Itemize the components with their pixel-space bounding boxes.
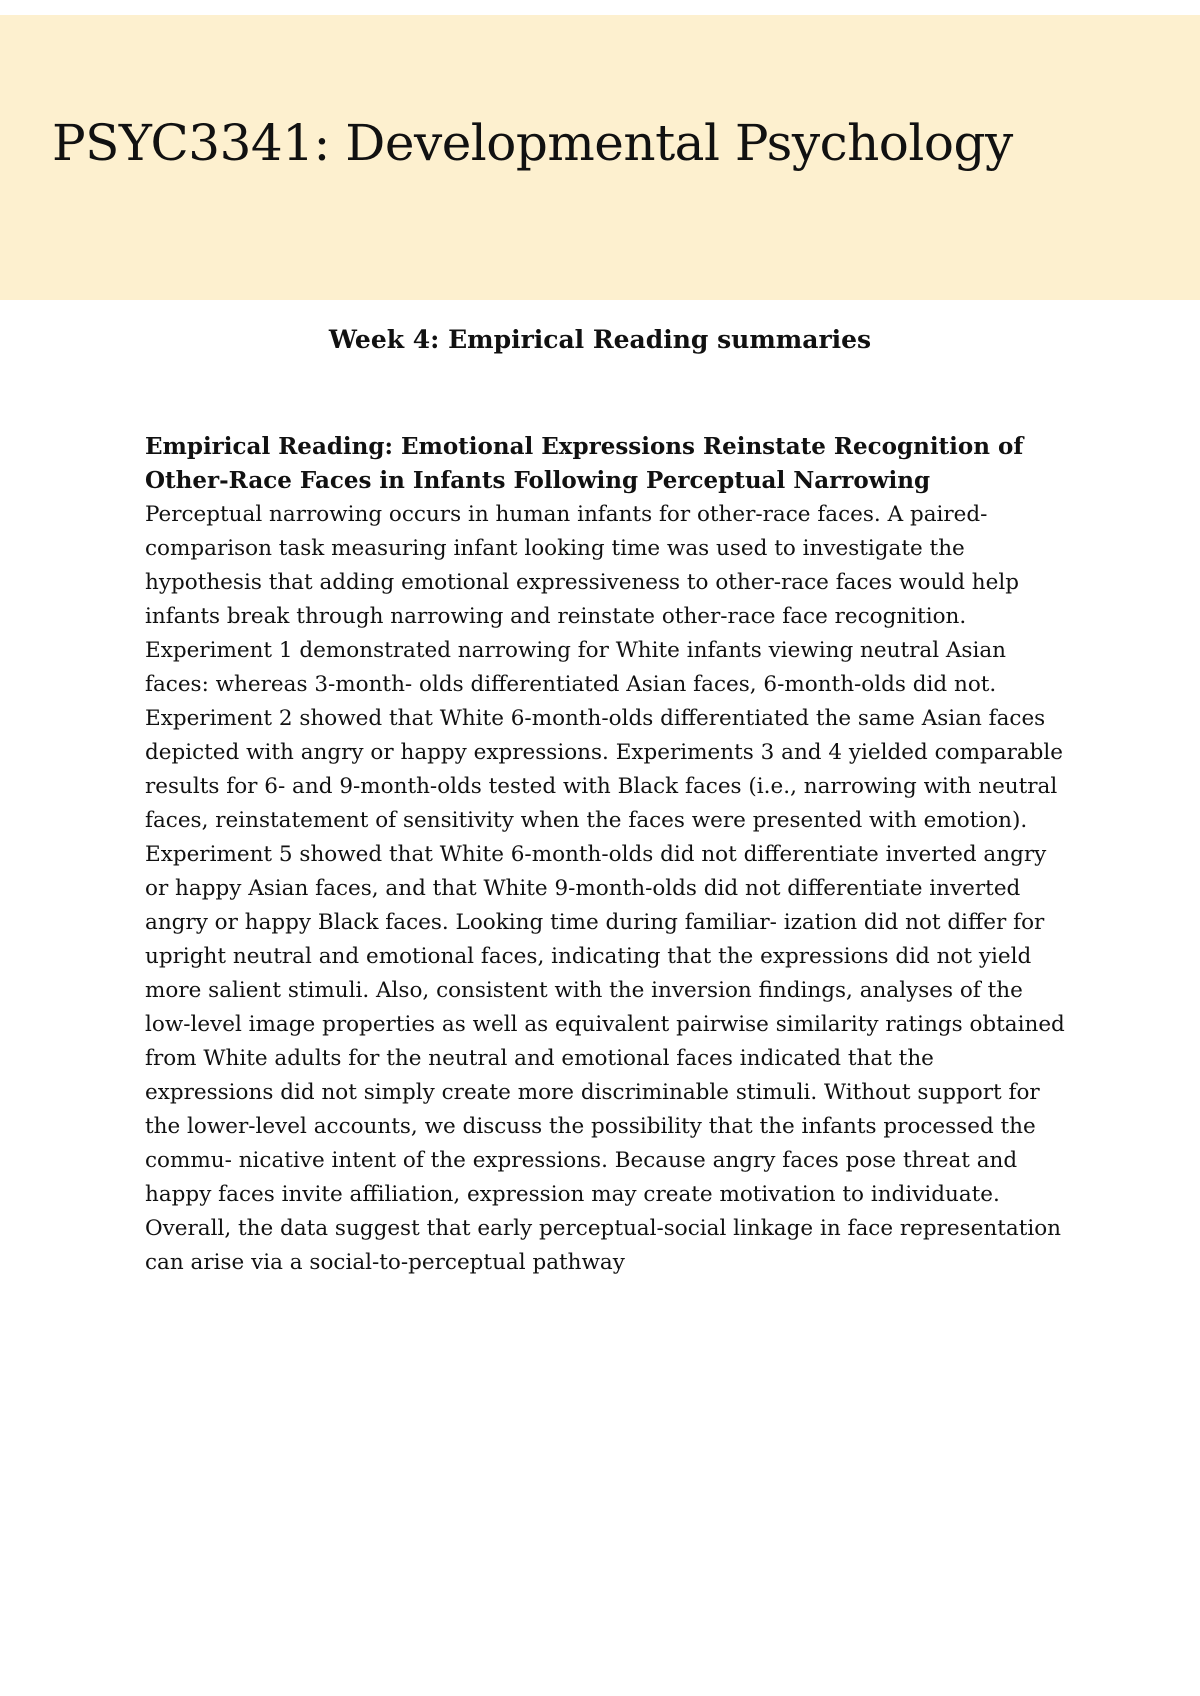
section-subtitle: Week 4: Empirical Reading summaries: [328, 325, 872, 354]
page-title: PSYC3341: Developmental Psychology: [52, 114, 1013, 172]
reading-summary: Perceptual narrowing occurs in human infants for other-race faces. A paired-comparison task measuring infant looking time was used to investigate the hypothesis that adding emotional expressiveness to other-race faces would help infants break through narrowing and reinstate other-race face recognition. Experiment 1 demonstrated narrowing for White infants viewing neutral Asian faces: whereas 3-month- olds differentiated Asian faces, 6-month-olds did not. Experiment 2 showed that White 6-month-olds differentiated the same Asian faces depicted with angry or happy expressions. Experiments 3 and 4 yielded comparable results for 6- and 9-month-olds tested with Black faces (i.e., narrowing with neutral faces, reinstatement of sensitivity when the faces were presented with emotion). Experiment 5 showed that White 6-month-olds did not differentiate inverted angry or happy Asian faces, and that White 9-month-olds did not differentiate inverted angry or happy Black faces. Looking time during familiar- ization did not differ for upright neutral and emotional faces, indicating that the expressions did not yield more salient stimuli. Also, consistent with the inversion findings, analyses of the low-level image properties as well as equivalent pairwise similarity ratings obtained from White adults for the neutral and emotional faces indicated that the expressions did not simply create more discriminable stimuli. Without support for the lower-level accounts, we discuss the possibility that the infants processed the commu- nicative intent of the expressions. Because angry faces pose threat and happy faces invite affiliation, expression may create motivation to individuate. Overall, the data suggest that early perceptual-social linkage in face representation can arise via a social-to-perceptual pathway: [145, 502, 1065, 1275]
reading-content: [145, 430, 1065, 1280]
reading-heading: Empirical Reading: Emotional Expressions Reinstate Recognition of Other-Race Faces in Infants Following Perceptual Narrowing: [145, 433, 1024, 494]
